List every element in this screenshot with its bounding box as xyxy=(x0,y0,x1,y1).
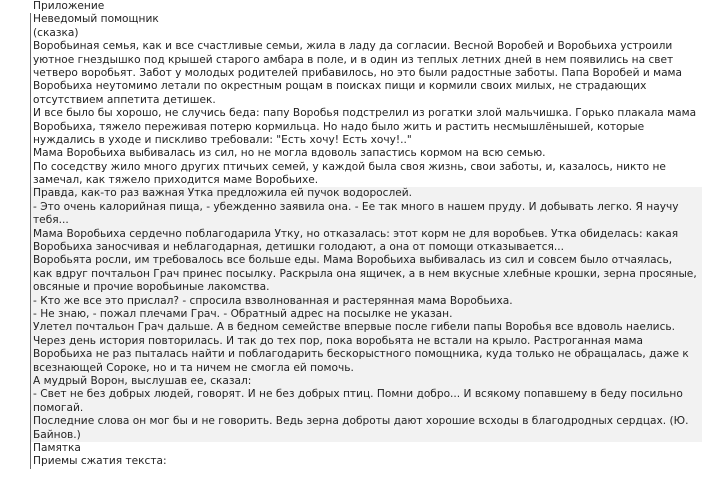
text-line: всезнающей Сороке, но и та ничем не смогла ей помочь. xyxy=(30,362,702,375)
document-subtitle: (сказка) xyxy=(30,27,702,40)
text-line: Мама Воробьиха сердечно поблагодарила Утку, но отказалась: этот корм не для воробьев. Утка обиделась: какая xyxy=(30,228,702,241)
document xyxy=(30,0,702,469)
text-line: нуждались в уходе и пискливо требовали: "Есть хочу! Есть хочу!.." xyxy=(30,134,702,147)
text-line: тебя... xyxy=(30,214,702,227)
text-line: уютное гнездышко под крышей старого амбара в поле, и в один из теплых летних дней в нем появились на свет xyxy=(30,54,702,67)
text-line: - Кто же все это прислал? - спросила взволнованная и растерянная мама Воробьиха. xyxy=(30,295,702,308)
text-line: Через день история повторилась. И так до тех пор, пока воробьята не встали на крыло. Растроганная мама xyxy=(30,335,702,348)
text-line: Мама Воробьиха выбивалась из сил, но не могла вдоволь запастись кормом на всю семью. xyxy=(30,147,702,160)
text-line: овсяные и прочие воробьиные лакомства. xyxy=(30,281,702,294)
story-text xyxy=(30,40,702,469)
text-line: Воробьиха не раз пыталась найти и поблагодарить бескорыстного помощника, куда только не обращалась, даже к xyxy=(30,348,702,361)
text-line: Последние слова он мог бы и не говорить. Ведь зерна доброты дают хорошие всходы в благодродных сердцах. (Ю. xyxy=(30,415,702,428)
text-line: отсутствием аппетита детишек. xyxy=(30,94,702,107)
text-line: - Свет не без добрых людей, говорят. И не без добрых птиц. Помни добро... И всякому попавшему в беду посильно xyxy=(30,388,702,401)
text-line: Приемы сжатия текста: xyxy=(30,455,702,468)
text-line: Правда, как-то раз важная Утка предложила ей пучок водорослей. xyxy=(30,187,702,200)
text-line: Воробьиха, тяжело переживая потерю кормильца. Но надо было жить и растить несмышлёнышей, которые xyxy=(30,121,702,134)
text-line: Воробьиха неутомимо летали по окрестным рощам в поисках пищи и кормили своих милых, не страдающих xyxy=(30,80,702,93)
text-line: замечал, как тяжело приходится маме Воробьихе. xyxy=(30,174,702,187)
text-line: помогай. xyxy=(30,402,702,415)
text-line: И все было бы хорошо, не случись беда: папу Воробья подстрелил из рогатки злой мальчишка. Горько плакала мама xyxy=(30,107,702,120)
text-line: Воробьиха заносчивая и неблагодарная, детишки голодают, а она от помощи отказывается... xyxy=(30,241,702,254)
text-line: - Это очень калорийная пища, - убежденно заявила она. - Ее так много в нашем пруду. И добывать легко. Я научу xyxy=(30,201,702,214)
text-line: Воробьиная семья, как и все счастливые семьи, жила в ладу да согласии. Весной Воробей и Воробьиха устроили xyxy=(30,40,702,53)
text-line: А мудрый Ворон, выслушав ее, сказал: xyxy=(30,375,702,388)
text-line: как вдруг почтальон Грач принес посылку. Раскрыла она ящичек, а в нем вкусные хлебные крошки, зерна просяные, xyxy=(30,268,702,281)
text-line: Байнов.) xyxy=(30,429,702,442)
text-line: Памятка xyxy=(30,442,702,455)
text-line: По соседству жило много других птичьих семей, у каждой была своя жизнь, свои заботы, и, казалось, никто не xyxy=(30,161,702,174)
text-line: - Не знаю, - пожал плечами Грач. - Обратный адрес на посылке не указан. xyxy=(30,308,702,321)
text-line: четверо воробьят. Забот у молодых родителей прибавилось, но это были радостные заботы. Папа Воробей и мама xyxy=(30,67,702,80)
appendix-label: Приложение xyxy=(33,0,105,12)
text-line: Улетел почтальон Грач дальше. А в бедном семействе впервые после гибели папы Воробья все вдоволь наелись. xyxy=(30,321,702,334)
text-line: Воробьята росли, им требовалось все больше еды. Мама Воробьиха выбивалась из сил и совсем было отчаялась, xyxy=(30,254,702,267)
document-title: Неведомый помощник xyxy=(30,13,702,26)
